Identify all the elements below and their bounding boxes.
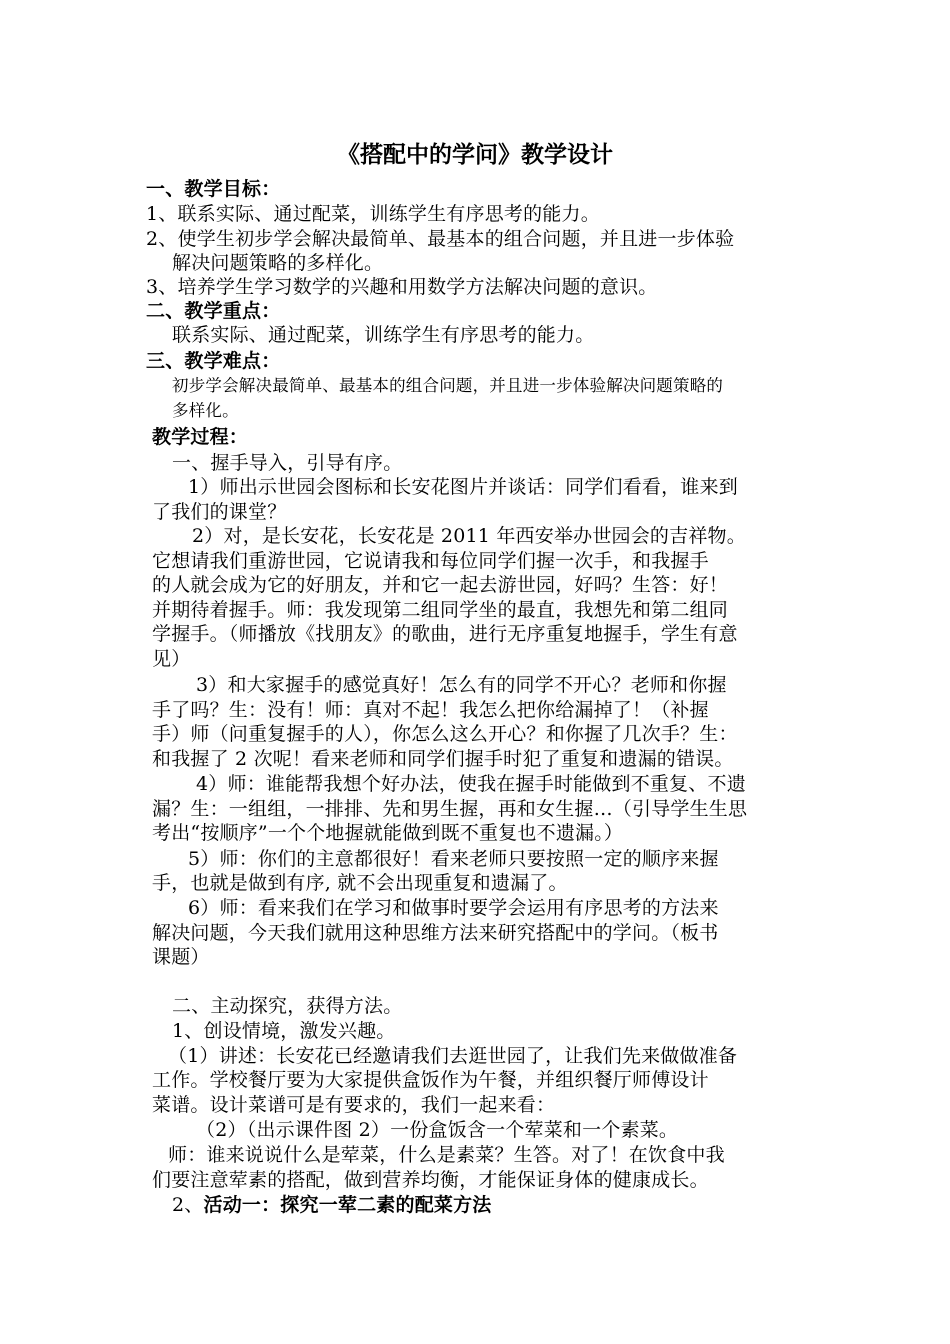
paragraph-6-line-1: 6）师：看来我们在学习和做事时要学会运用有序思考的方法来 (188, 897, 719, 919)
document-title: 《搭配中的学问》教学设计 (337, 142, 613, 168)
key-heading: 二、教学重点： (146, 300, 281, 322)
activity-1-title: 活动一：探究一荤二素的配菜方法 (203, 1194, 492, 1216)
goals-heading: 一、教学目标： (146, 178, 281, 200)
paragraph-5-line-2: 手，也就是做到有序, 就不会出现重复和遗漏了。 (152, 872, 568, 894)
goal-2-line-2: 解决问题策略的多样化。 (172, 252, 384, 274)
difficulty-heading: 三、教学难点： (146, 350, 281, 372)
paragraph-4-line-3: 考出“按顺序”一个个地握就能做到既不重复也不遗漏。） (152, 822, 624, 844)
paragraph-5-line-1: 5）师：你们的主意都很好！看来老师只要按照一定的顺序来握 (188, 848, 719, 870)
paragraph-1-line-2: 了我们的课堂？ (152, 501, 287, 523)
paragraph-2-line-6: 见） (152, 648, 191, 670)
item-2: （2）（出示课件图 2）一份盒饭含一个荤菜和一个素菜。 (196, 1119, 679, 1141)
item-1-line-3: 菜谱。设计菜谱可是有要求的，我们一起来看： (152, 1094, 556, 1116)
paragraph-3-line-3: 手）师（问重复握手的人），你怎么这么开心？和你握了几次手？生： (152, 723, 738, 745)
paragraph-3-line-1: 3）和大家握手的感觉真好！怎么有的同学不开心？老师和你握 (196, 674, 727, 696)
paragraph-2-line-2: 它想请我们重游世园，它说请我和每位同学们握一次手，和我握手 (152, 550, 709, 572)
item-1-line-1: （1）讲述：长安花已经邀请我们去逛世园了，让我们先来做做准备 (168, 1045, 738, 1067)
section-2-heading: 二、主动探究，获得方法。 (172, 995, 403, 1017)
item-1-line-2: 工作。学校餐厅要为大家提供盒饭作为午餐，并组织餐厅师傅设计 (152, 1069, 709, 1091)
section-1-heading: 一、握手导入，引导有序。 (172, 452, 403, 474)
paragraph-2-line-5: 学握手。（师播放《找朋友》的歌曲，进行无序重复地握手，学生有意 (152, 623, 738, 645)
item-3-line-2: 们要注意荤素的搭配，做到营养均衡，才能保证身体的健康成长。 (152, 1169, 709, 1191)
difficulty-line-1: 初步学会解决最简单、最基本的组合问题，并且进一步体验解决问题策略的 (172, 376, 724, 395)
item-3-line-1: 师：谁来说说什么是荤菜，什么是素菜？生答。对了！在饮食中我 (168, 1144, 725, 1166)
subsection-2-2-number: 2、 (172, 1194, 204, 1216)
subsection-2-1: 1、创设情境，激发兴趣。 (172, 1020, 396, 1042)
process-heading: 教学过程： (152, 426, 249, 448)
paragraph-2-line-4: 并期待着握手。师：我发现第二组同学坐的最直，我想先和第二组同 (152, 599, 729, 621)
paragraph-6-line-3: 课题） (152, 946, 210, 968)
paragraph-2-line-3: 的人就会成为它的好朋友，并和它一起去游世园，好吗？生答：好！ (152, 574, 729, 596)
paragraph-4-line-1: 4）师：谁能帮我想个好办法，使我在握手时能做到不重复、不遗 (196, 773, 746, 795)
paragraph-1-line-1: 1）师出示世园会图标和长安花图片并谈话：同学们看看，谁来到 (188, 476, 738, 498)
goal-3: 3、培养学生学习数学的兴趣和用数学方法解决问题的意识。 (146, 276, 658, 298)
difficulty-line-2: 多样化。 (172, 401, 239, 420)
paragraph-6-line-2: 解决问题，今天我们就用这种思维方法来研究搭配中的学问。（板书 (152, 922, 719, 944)
goal-1: 1、联系实际、通过配菜，训练学生有序思考的能力。 (146, 203, 600, 225)
paragraph-2-line-1: 2）对，是长安花，长安花是 2011 年西安举办世园会的吉祥物。 (192, 525, 746, 547)
subsection-2-2 (172, 1192, 492, 1218)
paragraph-3-line-4: 和我握了 2 次呢！看来老师和同学们握手时犯了重复和遗漏的错误。 (152, 748, 734, 770)
key-text: 联系实际、通过配菜，训练学生有序思考的能力。 (172, 324, 595, 346)
paragraph-4-line-2: 漏？生：一组组，一排排、先和男生握，再和女生握…（引导学生生思 (152, 798, 748, 820)
paragraph-3-line-2: 手了吗？生：没有！师：真对不起！我怎么把你给漏掉了！（补握 (152, 699, 709, 721)
goal-2-line-1: 2、使学生初步学会解决最简单、最基本的组合问题，并且进一步体验 (146, 228, 735, 250)
